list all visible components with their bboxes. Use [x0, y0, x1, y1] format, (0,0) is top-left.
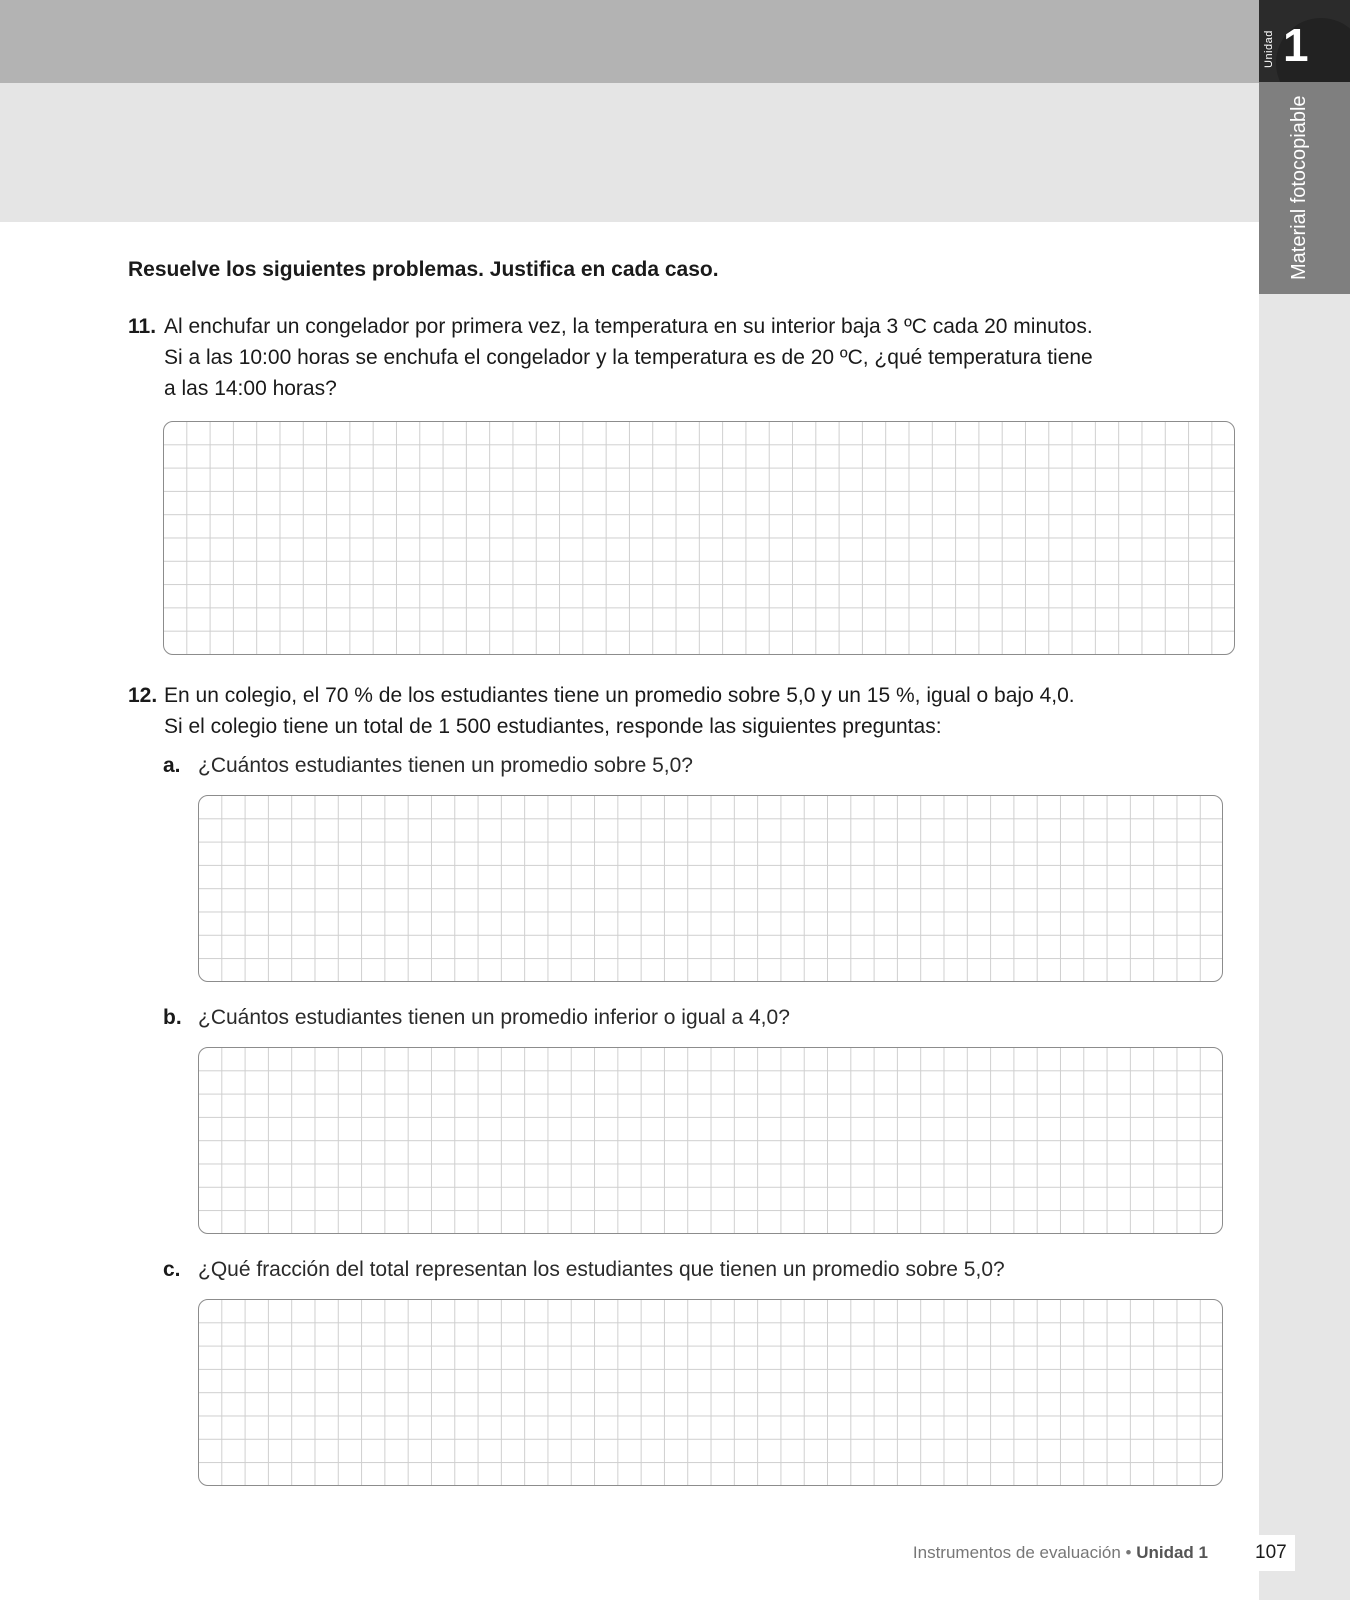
subquestion-text: ¿Cuántos estudiantes tienen un promedio inferior o igual a 4,0?: [198, 1006, 790, 1029]
answer-grid-12b[interactable]: [198, 1047, 1223, 1234]
question-12: [128, 680, 1204, 742]
question-line: a las 14:00 horas?: [164, 377, 337, 400]
subquestion-text: ¿Cuántos estudiantes tienen un promedio sobre 5,0?: [198, 754, 693, 777]
subquestion-b: [163, 1002, 790, 1033]
footer-unit: Unidad 1: [1136, 1543, 1208, 1562]
material-fotocopiable-label: Material fotocopiable: [1288, 95, 1310, 280]
question-number: 12.: [128, 684, 158, 707]
subquestion-text: ¿Qué fracción del total representan los estudiantes que tienen un promedio sobre 5,0?: [198, 1258, 1005, 1281]
footer-section: Instrumentos de evaluación: [912, 1543, 1121, 1562]
instructions: Resuelve los siguientes problemas. Justifica en cada caso.: [128, 258, 719, 281]
header-band-dark: [0, 0, 1259, 83]
subquestion-c: [163, 1254, 1005, 1285]
footer-separator: •: [1120, 1543, 1137, 1562]
question-line: Si a las 10:00 horas se enchufa el congelador y la temperatura es de 20 ºC, ¿qué temperatura tiene: [164, 346, 1093, 369]
question-11: [128, 311, 1204, 404]
subquestion-a: [163, 750, 693, 781]
answer-grid-11[interactable]: [163, 421, 1235, 655]
question-line: Si el colegio tiene un total de 1 500 estudiantes, responde las siguientes preguntas:: [164, 715, 942, 738]
subquestion-letter: a.: [163, 754, 181, 777]
page-number: 107: [1255, 1542, 1287, 1563]
unit-word: Unidad: [1263, 30, 1275, 68]
subquestion-letter: b.: [163, 1006, 182, 1029]
unit-number: 1: [1283, 19, 1309, 71]
header-band-light: [0, 83, 1259, 222]
question-line: En un colegio, el 70 % de los estudiantes tiene un promedio sobre 5,0 y un 15 %, igual o bajo 4,0.: [164, 684, 1075, 707]
question-number: 11.: [128, 315, 157, 338]
answer-grid-12a[interactable]: [198, 795, 1223, 982]
footer: [913, 1543, 1208, 1563]
subquestion-letter: c.: [163, 1258, 181, 1281]
answer-grid-12c[interactable]: [198, 1299, 1223, 1486]
question-line: Al enchufar un congelador por primera vez, la temperatura en su interior baja 3 ºC cada 20 minutos.: [164, 315, 1093, 338]
